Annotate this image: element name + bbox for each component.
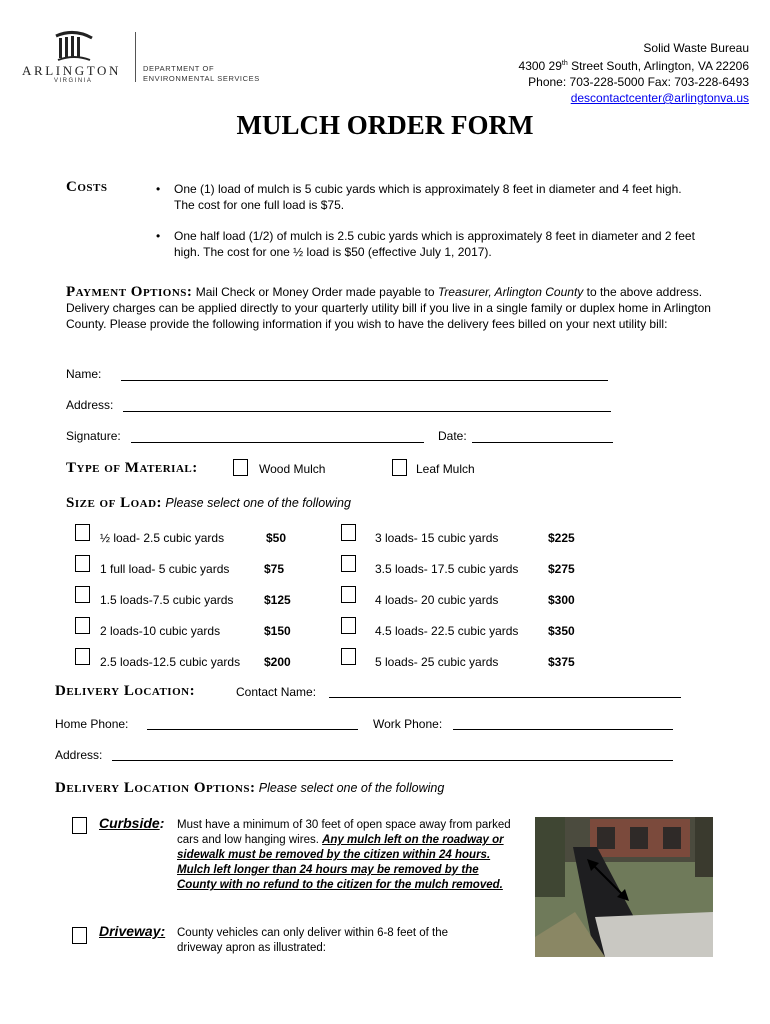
size-checkbox-5-loads[interactable] bbox=[341, 648, 356, 665]
name-field[interactable] bbox=[121, 380, 608, 381]
department-line1: DEPARTMENT OF bbox=[143, 64, 215, 73]
size-price-3-loads: $225 bbox=[548, 531, 575, 545]
cost-bullet-half-load: • One half load (1/2) of mulch is 2.5 cubic yards which is approximately 8 feet in diameter and 2 feet high. The cost for one ½ load is $50 (effective July 1, 2017). bbox=[150, 228, 702, 260]
payee-name: Treasurer, Arlington County bbox=[437, 285, 584, 299]
driveway-label: Driveway: bbox=[99, 923, 166, 939]
size-checkbox-4-loads[interactable] bbox=[341, 586, 356, 603]
department-line2: ENVIRONMENTAL SERVICES bbox=[143, 74, 260, 83]
bureau-name: Solid Waste Bureau bbox=[643, 41, 749, 55]
size-label-5-loads: 5 loads- 25 cubic yards bbox=[375, 655, 499, 669]
delivery-options-heading-line bbox=[55, 780, 444, 797]
size-checkbox-4-5-loads[interactable] bbox=[341, 617, 356, 634]
size-price-1-load: $75 bbox=[264, 562, 285, 576]
costs-heading: Costs bbox=[66, 179, 108, 195]
payment-heading: Payment Options: bbox=[66, 284, 193, 300]
size-checkbox-2-5-loads[interactable] bbox=[75, 648, 90, 665]
size-label-2-5-loads: 2.5 loads-12.5 cubic yards bbox=[100, 655, 241, 669]
contact-email-link[interactable]: descontactcenter@arlingtonva.us bbox=[570, 91, 749, 105]
driveway-photo bbox=[535, 817, 713, 957]
home-phone-label: Home Phone: bbox=[55, 717, 129, 731]
cost-bullet-full-load: • One (1) load of mulch is 5 cubic yards which is approximately 8 feet in diameter and 4 feet high. The cost for one full load is $75. bbox=[150, 181, 702, 213]
size-checkbox-1-5-loads[interactable] bbox=[75, 586, 90, 603]
contact-name-label: Contact Name: bbox=[236, 685, 317, 699]
contact-name-field[interactable] bbox=[329, 697, 681, 698]
date-label: Date: bbox=[438, 429, 467, 443]
driveway-checkbox[interactable] bbox=[72, 927, 87, 944]
size-label-3-5-loads: 3.5 loads- 17.5 cubic yards bbox=[375, 562, 519, 576]
size-label-3-loads: 3 loads- 15 cubic yards bbox=[375, 531, 499, 545]
bureau-address: 4300 29th Street South, Arlington, VA 22206 bbox=[518, 59, 749, 73]
work-phone-label: Work Phone: bbox=[373, 717, 443, 731]
size-price-2-loads: $150 bbox=[264, 624, 291, 638]
home-phone-field[interactable] bbox=[147, 729, 358, 730]
size-checkbox-2-loads[interactable] bbox=[75, 617, 90, 634]
size-price-4-loads: $300 bbox=[548, 593, 575, 607]
logo-divider bbox=[135, 32, 136, 82]
billing-address-label: Address: bbox=[66, 398, 114, 412]
wood-mulch-checkbox[interactable] bbox=[233, 459, 248, 476]
leaf-mulch-checkbox[interactable] bbox=[392, 459, 407, 476]
contact-block bbox=[519, 40, 749, 106]
size-price-2-5-loads: $200 bbox=[264, 655, 291, 669]
size-heading: Size of Load: bbox=[66, 495, 163, 511]
name-label: Name: bbox=[66, 367, 102, 381]
payment-paragraph: Payment Options: Mail Check or Money Order made payable to Treasurer, Arlington County to the above address. Delivery charges can be applied directly to your quarterly utility bill if you live in a single family or duplex home in Arlington County. Please provide the following information if you wish to have the delivery fees billed on your next utility bill: bbox=[66, 284, 711, 331]
delivery-heading: Delivery Location: bbox=[55, 683, 196, 699]
size-label-2-loads: 2 loads-10 cubic yards bbox=[100, 624, 221, 638]
curbside-text: Must have a minimum of 30 feet of open space away from parked cars and low hanging wires. bbox=[177, 819, 511, 846]
delivery-options-heading: Delivery Location Options: bbox=[55, 780, 256, 796]
arlington-house-icon bbox=[54, 30, 94, 64]
costs-list bbox=[150, 181, 702, 275]
curbside-label: Curbside: bbox=[99, 815, 165, 831]
size-label-4-loads: 4 loads- 20 cubic yards bbox=[375, 593, 499, 607]
size-price-1-5-loads: $125 bbox=[264, 593, 291, 607]
material-heading: Type of Material: bbox=[66, 460, 198, 476]
delivery-address-label: Address: bbox=[55, 748, 103, 762]
work-phone-field[interactable] bbox=[453, 729, 673, 730]
size-label-half-load: ½ load- 2.5 cubic yards bbox=[100, 531, 225, 545]
size-price-half-load: $50 bbox=[266, 531, 287, 545]
driveway-description: County vehicles can only deliver within 6-8 feet of the driveway apron as illustrated: bbox=[177, 927, 449, 954]
size-checkbox-1-load[interactable] bbox=[75, 555, 90, 572]
size-instruction: Please select one of the following bbox=[165, 496, 351, 510]
logo-secondary: VIRGINIA bbox=[54, 78, 93, 84]
size-checkbox-half-load[interactable] bbox=[75, 524, 90, 541]
delivery-address-field[interactable] bbox=[112, 760, 673, 761]
leaf-mulch-label: Leaf Mulch bbox=[416, 462, 475, 476]
date-field[interactable] bbox=[472, 442, 613, 443]
size-label-1-load: 1 full load- 5 cubic yards bbox=[100, 562, 230, 576]
wood-mulch-label: Wood Mulch bbox=[259, 462, 326, 476]
curbside-checkbox[interactable] bbox=[72, 817, 87, 834]
size-price-3-5-loads: $275 bbox=[548, 562, 575, 576]
page-title: MULCH ORDER FORM bbox=[236, 110, 534, 140]
logo-primary: ARLINGTON bbox=[22, 63, 121, 78]
arlington-logo bbox=[22, 30, 132, 86]
size-checkbox-3-5-loads[interactable] bbox=[341, 555, 356, 572]
size-label-4-5-loads: 4.5 loads- 22.5 cubic yards bbox=[375, 624, 519, 638]
size-checkbox-3-loads[interactable] bbox=[341, 524, 356, 541]
delivery-options-instruction: Please select one of the following bbox=[258, 781, 445, 795]
size-heading-line bbox=[66, 495, 351, 512]
signature-field[interactable] bbox=[131, 442, 424, 443]
bureau-phone-fax: Phone: 703-228-5000 Fax: 703-228-6493 bbox=[528, 75, 749, 89]
billing-address-field[interactable] bbox=[123, 411, 611, 412]
curbside-description bbox=[177, 818, 517, 893]
size-price-5-loads: $375 bbox=[548, 655, 575, 669]
curbside-warning: Any mulch left on the roadway or sidewalk must be removed by the citizen within 24 hours. Mulch left longer than 24 hours may be removed by the County with no refund to the citizen for the mulch removed. bbox=[177, 834, 504, 891]
size-price-4-5-loads: $350 bbox=[548, 624, 575, 638]
size-label-1-5-loads: 1.5 loads-7.5 cubic yards bbox=[100, 593, 234, 607]
signature-label: Signature: bbox=[66, 429, 121, 443]
